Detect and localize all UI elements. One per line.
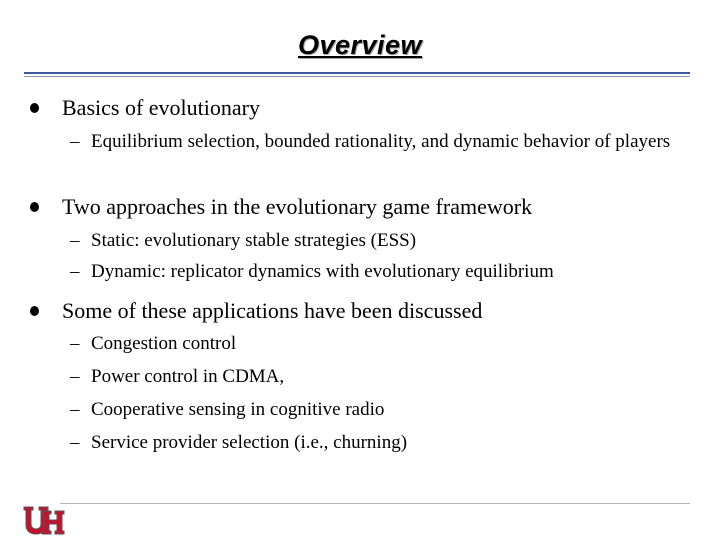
sub-bullet-text: Power control in CDMA, [91,366,285,387]
bullet-dot-icon [30,202,39,212]
dash-icon: – [70,333,80,354]
dash-icon: – [70,432,80,453]
slide-title: Overview [297,30,423,60]
bullet-dot-icon [30,103,39,113]
dash-icon: – [70,366,80,387]
sub-bullet-text: Congestion control [91,333,237,354]
bullet-text: Basics of evolutionary [62,95,260,120]
bullet-text: Some of these applications have been discussed [62,298,483,323]
university-logo-icon [22,505,68,537]
sub-bullet-text: Cooperative sensing in cognitive radio [91,399,385,420]
dash-icon: – [70,230,80,251]
dash-icon: – [70,261,80,282]
dash-icon: – [70,131,80,152]
bullet-dot-icon [30,306,39,316]
footer-divider [60,503,690,504]
sub-bullet-text: Static: evolutionary stable strategies (ESS) [91,230,417,251]
sub-bullet-text: Equilibrium selection, bounded rationality, and dynamic behavior of players [91,131,671,152]
sub-bullet-text: Dynamic: replicator dynamics with evolutionary equilibrium [91,261,554,282]
dash-icon: – [70,399,80,420]
bullet-text: Two approaches in the evolutionary game framework [62,194,533,219]
sub-bullet-text: Service provider selection (i.e., churning) [91,432,408,453]
